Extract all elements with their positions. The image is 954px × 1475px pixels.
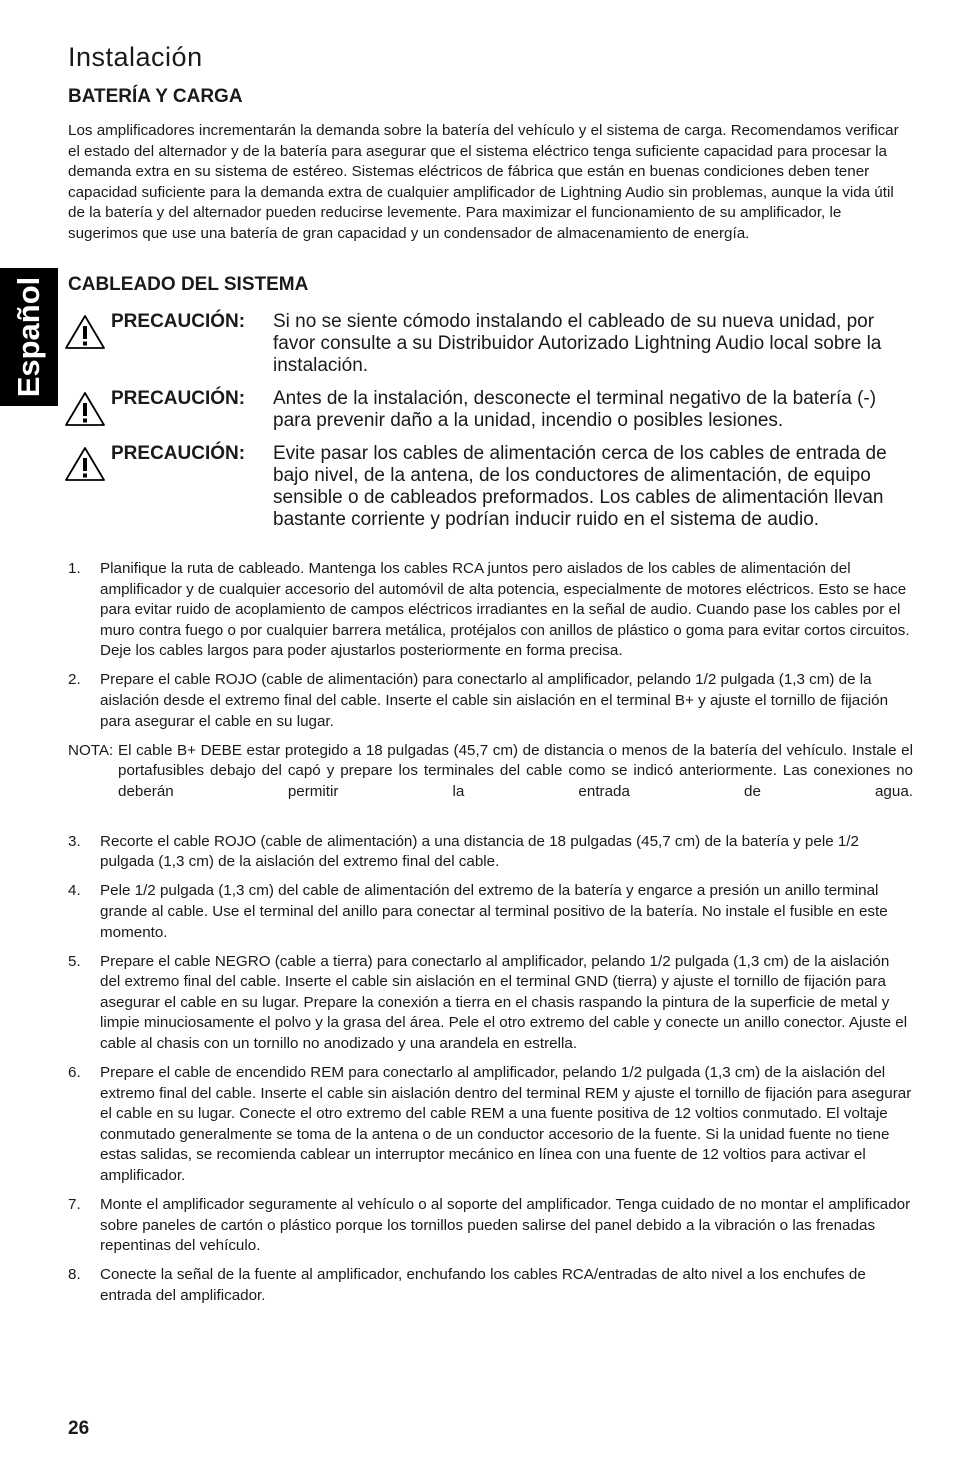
step-text: Planifique la ruta de cableado. Mantenga los cables RCA juntos pero aislados de los cables de alimentación del amplificador y de cualquier accesorio del automóvil de alta potencia, especialmente de motores eléctricos. Esto se hace para evitar ruido de acoplamiento de campos eléctricos irradiantes en la señal de audio. Cuando pase los cables por el muro contra fuego o por cualquier barrera metálica, protéjalos con anillos de plástico o goma para evitar cortos circuitos. Deje los cables largos para poder ajustarlos posteriormente en forma precisa.	[100, 560, 910, 660]
step-text: Prepare el cable ROJO (cable de alimentación) para conectarlo al amplificador, pelando 1/2 pulgada (1,3 cm) de la aislación desde el extremo final del cable. Inserte el cable sin aislación en el terminal B+ y ajuste el tornillo de fijación para asegurar el cable en su lugar.	[100, 671, 889, 730]
language-label: Español	[11, 276, 46, 398]
caution-label: PRECAUCIÓN:	[111, 443, 246, 464]
note-text: El cable B+ DEBE estar protegido a 18 pulgadas (45,7 cm) de distancia o menos de la batería del vehículo. Instale el portafusibles debajo del capó y prepare los terminales del cable como se indicó anteriormente. Las conexiones no deberán permitir la entrada de agua.	[118, 741, 913, 800]
step-text: Recorte el cable ROJO (cable de alimentación) a una distancia de 18 pulgadas (45,7 cm) de la batería y pele 1/2 pulgada (1,3 cm) de la aislación del extremo final del cable.	[100, 832, 859, 871]
step-text: Prepare el cable de encendido REM para conectarlo al amplificador, pelando 1/2 pulgada (1,3 cm) de la aislación del extremo final del cable. Inserte el cable sin aislación dentro del terminal REM y ajuste el tornillo de fijación para asegurar el cable en su lugar. Conecte el otro extremo del cable REM a una fuente positiva de 12 voltios conmutado. El voltaje conmutado generalmente se toma de la antena o de un conductor accesorio de la fuente. Si la unidad fuente no tiene estas salidas, se recomienda cablear un interruptor mecánico en línea con una fuente de 12 voltios para activar el amplificador.	[100, 1064, 912, 1185]
caution-text: Evite pasar los cables de alimentación cerca de los cables de entrada de bajo nivel, de la antena, de los conductores de alimentación, de equipo sensible o de cableados preformados. Los cables de alimentación llevan bastante corriente y podrían inducir ruido en el sistema de audio.	[273, 443, 887, 530]
caution-label: PRECAUCIÓN:	[111, 388, 246, 409]
step-number: 2.	[68, 671, 81, 689]
caution-label-text: PRECAUCIÓN	[111, 311, 239, 332]
step-number: 6.	[68, 1064, 81, 1082]
caution-text: Si no se siente cómodo instalando el cableado de su nueva unidad, por favor consulte a su Distribuidor Autorizado Lightning Audio local sobre la instalación.	[273, 311, 882, 376]
list-item	[68, 1195, 913, 1257]
list-item	[68, 559, 913, 662]
list-item	[68, 881, 913, 943]
note-item	[68, 741, 913, 823]
step-number: 5.	[68, 952, 81, 970]
step-text: Pele 1/2 pulgada (1,3 cm) del cable de alimentación del extremo de la batería y engarce a presión un anillo terminal grande al cable. Use el terminal del anillo para conectar al terminal positivo de la batería. No instale el fusible en este momento.	[100, 882, 888, 941]
wiring-steps-list	[68, 559, 913, 1315]
caution-text: Antes de la instalación, desconecte el terminal negativo de la batería (-) para prevenir daño a la unidad, incendio o posibles lesiones.	[273, 388, 877, 431]
caution-label-text: PRECAUCIÓN	[111, 443, 239, 464]
step-number: 8.	[68, 1266, 81, 1284]
list-item	[68, 832, 913, 873]
language-side-tab	[0, 268, 58, 406]
step-number: 7.	[68, 1196, 81, 1214]
step-text: Prepare el cable NEGRO (cable a tierra) para conectarlo al amplificador, pelando 1/2 pulgada (1,3 cm) de la aislación del extremo final del cable. Inserte el cable sin aislación en el terminal GND (tierra) y ajuste el tornillo de fijación para asegurar el cable en su lugar. Prepare la conexión a tierra en el chasis raspando la pintura de la superficie de metal y limpie minuciosamente el polvo y la grasa del área. Pele el otro extremo del cable y conecte un anillo conector. Ajuste el cable al chasis con un tornillo no anodizado y una arandela en estrella.	[100, 952, 908, 1052]
note-label: NOTA:	[68, 741, 114, 759]
page-number: 26	[68, 1418, 90, 1439]
step-text: Monte el amplificador seguramente al vehículo o al soporte del amplificador. Tenga cuidado de no montar el amplificador sobre paneles de cartón o plástico porque los tornillos pueden salirse del panel debido a la vibración o las frenadas repentinas del vehículo.	[100, 1196, 911, 1255]
battery-heading: BATERÍA Y CARGA	[68, 86, 243, 107]
section-title: Instalación	[68, 42, 203, 72]
warning-triangle-icon	[64, 391, 106, 427]
list-item	[68, 1265, 913, 1306]
list-item	[68, 670, 913, 732]
list-item	[68, 1063, 913, 1187]
warning-triangle-icon	[64, 446, 106, 482]
caution-label-text: PRECAUCIÓN	[111, 388, 239, 409]
warning-triangle-icon	[64, 314, 106, 350]
step-number: 3.	[68, 832, 81, 850]
list-item	[68, 952, 913, 1055]
step-number: 1.	[68, 560, 81, 577]
wiring-heading: CABLEADO DEL SISTEMA	[68, 274, 309, 295]
step-number: 4.	[68, 882, 81, 900]
battery-paragraph: Los amplificadores incrementarán la demanda sobre la batería del vehículo y el sistema de carga. Recomendamos verificar el estado del alternador y de la batería para asegurar que el sistema eléctrico tenga suficiente capacidad para procesar la demanda extra en su sistema de estéreo. Sistemas eléctricos de fábrica que están en buenas condiciones deben tener capacidad suficiente para la demanda extra de cualquier amplificador de Lightning Audio sin problemas, aunque la vida útil de la batería y del alternador pueden reducirse levemente. Para maximizar el funcionamiento de su amplificador, le sugerimos que use una batería de gran capacidad y un condensador de almacenamiento de energía.	[68, 122, 899, 242]
step-text: Conecte la señal de la fuente al amplificador, enchufando los cables RCA/entradas de alto nivel a los enchufes de entrada del amplificador.	[100, 1266, 866, 1304]
caution-label: PRECAUCIÓN:	[111, 311, 246, 332]
